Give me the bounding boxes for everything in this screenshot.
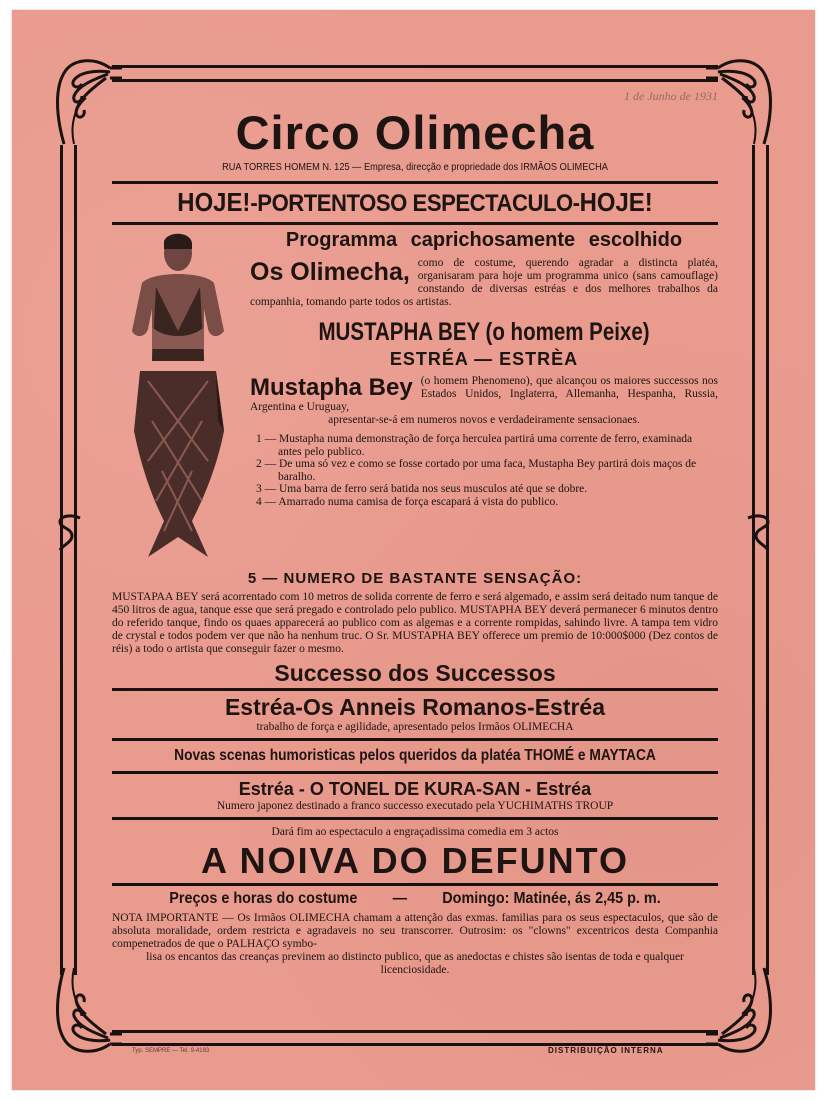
divider [112, 688, 718, 691]
novas-line: Novas scenas humoristicas pelos queridos da platéa THOMÉ e MAYTACA [174, 747, 656, 764]
list-item: 3 — Uma barra de ferro será batida nos seus musculos até que se dobre. [256, 483, 588, 495]
border-right-outer [766, 145, 769, 975]
border-top-outer [112, 65, 718, 68]
finale-intro: Dará fim ao espectaculo a engraçadissima comedia em 3 actos [271, 826, 559, 838]
nota-importante: NOTA IMPORTANTE — Os Irmãos OLIMECHA chamam a attenção das exmas. familias para os seus espectaculos, que são de absoluta moralidade, ordem restricta e agradaveis no seu transcorrer. Outrosim: os "clowns" excentricos desta Companhia compenetrados de que o PALHAÇO symbo- [112, 912, 718, 950]
mustapha-section [112, 225, 718, 565]
estrea-line: ESTRÉA — ESTRÈA [389, 349, 579, 369]
numbered-list [250, 433, 718, 508]
mustapha-text-column [250, 225, 718, 508]
hoje-middle: -PORTENTOSO ESPECTACULO- [250, 190, 580, 217]
mustapha-intro-text-center: apresentar-se-á em numeros novos e verdadeiramente sensacionaes. [328, 414, 640, 426]
os-olimecha-name: Os Olimecha, [250, 258, 410, 286]
address-line: RUA TORRES HOMEM N. 125 — Empresa, direcção e propriedade dos IRMÃOS OLIMECHA [222, 161, 608, 173]
hoje-right: HOJE! [579, 187, 653, 217]
border-top-inner [112, 79, 718, 82]
prices-right: Domingo: Matinée, ás 2,45 p. m. [442, 890, 661, 907]
list-item: 4 — Amarrado numa camisa de força escapará á vista do publico. [256, 495, 559, 508]
item5-heading: 5 — NUMERO DE BASTANTE SENSAÇÃO: [247, 570, 583, 587]
finale-title: A NOIVA DO DEFUNTO [200, 840, 629, 881]
side-flourish-right-icon [746, 510, 776, 550]
mustapha-intro-name: Mustapha Bey [250, 374, 413, 401]
anneis-sub: trabalho de força e agilidade, apresentado pelos Irmãos OLIMECHA [256, 721, 574, 733]
handwritten-date: 1 de Junho de 1931 [624, 89, 718, 103]
list-item: 1 — Mustapha numa demonstração de força herculea partirá uma corrente de ferro, examinada antes pelo publico. [256, 433, 693, 458]
border-right-inner [752, 145, 755, 975]
border-left-inner [74, 145, 77, 975]
hoje-banner [136, 184, 694, 222]
os-olimecha-text: como de costume, querendo agradar a distincta platéa, organisaram para hoje um programma unico (sans camouflage) constando de diversas estréas e dos melhores trabalhos da companhia, tomando parte todos os artistas. [250, 257, 718, 308]
prices-left: Preços e horas do costume [169, 890, 358, 907]
poster-content [112, 85, 718, 977]
side-flourish-left-icon [52, 510, 82, 550]
programme-heading: Programma caprichosamente escolhido [285, 229, 683, 251]
list-item: 2 — De uma só vez e como se fosse cortado por uma faca, Mustapha Bey partirá dois maços de baralho. [256, 458, 697, 483]
distribution-note: DISTRIBUIÇÃO INTERNA [548, 1046, 664, 1055]
fish-man-illustration-icon [112, 231, 244, 561]
tonel-sub: Numero japonez destinado a franco successo executado pela YUCHIMATHS TROUP [216, 800, 614, 812]
divider [112, 771, 718, 774]
divider [112, 817, 718, 820]
nota-importante-center: lisa os encantos das creanças previnem ao distincto publico, que as anedoctas e chistes são isentas de toda e qualquer licenciosidade. [146, 951, 684, 976]
item5-text: MUSTAPAA BEY será acorrentado com 10 metros de solida corrente de ferro e será algemado, e assim será deitado num tanque de 450 litros de agua, tanque esse que será pregado e controlado pelo publico. MUSTAPHA BEY deverá permanecer 6 minutos dentro do referido tanque, findo os quaes apparecerá ao publico com as algemas e a corrente rompidas, sahindo livre. A tampa tem vidro de crystal e todos podem ver que não ha nenhum truc. O Sr. MUSTAPHA BEY offerece um premio de 10:000$000 (Dez contos de réis) a todo o artista que conseguir fazer o mesmo. [112, 591, 718, 655]
mustapha-intro-text: (o homem Phenomeno), que alcançou os maiores successos nos Estados Unidos, Inglaterra, Allemanha, Hespanha, Russia, Argentina e Uruguay, [250, 375, 718, 413]
mustapha-heading: MUSTAPHA BEY (o homem Peixe) [318, 318, 650, 346]
border-left-outer [60, 145, 63, 975]
border-bottom-inner [112, 1030, 718, 1033]
successo-heading: Successo dos Successos [274, 660, 556, 686]
corner-ornament-bottom-left-icon [52, 966, 122, 1056]
prices-dash: — [392, 890, 408, 907]
tonel-heading: Estréa - O TONEL DE KURA-SAN - Estréa [238, 779, 592, 799]
anneis-heading: Estréa-Os Anneis Romanos-Estréa [224, 694, 606, 720]
os-olimecha-block [250, 257, 718, 309]
poster-title: Circo Olimecha [235, 106, 595, 159]
printer-credit: Typ. SEMPRE — Tel. 9-4183 [132, 1048, 210, 1054]
prices-line [142, 886, 687, 912]
mustapha-intro-block [250, 375, 718, 427]
hoje-left: HOJE! [177, 187, 251, 217]
corner-ornament-bottom-right-icon [706, 966, 776, 1056]
